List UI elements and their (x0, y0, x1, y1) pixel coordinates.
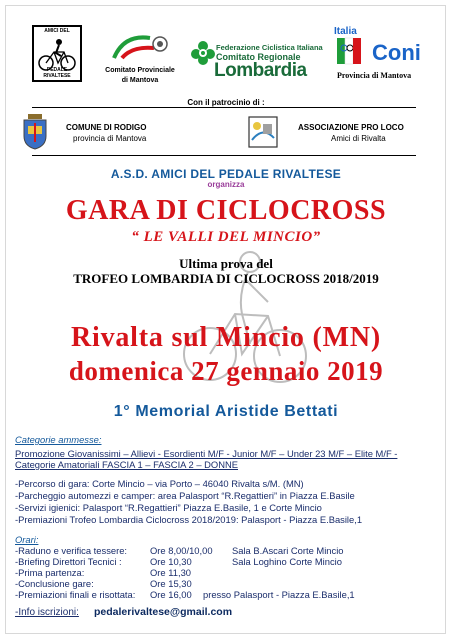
coni-provinciale-text (96, 66, 184, 86)
orari-row-time: Ore 15,30 (150, 578, 192, 589)
orari-row-time: Ore 11,30 (150, 567, 191, 578)
orari-row-label: -Premiazioni finali e risottata: (15, 589, 136, 600)
orari-row-time: Ore 8,00/10,00 (150, 545, 213, 556)
categories-line2: Categorie Amatoriali FASCIA 1 – FASCIA 2 – DONNE (15, 459, 239, 470)
contact-email-link[interactable]: pedalerivaltese@gmail.com (94, 606, 233, 618)
fci-line2: Comitato Regionale (216, 52, 301, 62)
info-servizi: -Servizi igienici: Palasport “R.Regattieri” Piazza E.Basile, 1 e Corte Mincio (15, 502, 322, 513)
categories-line1: Promozione Giovanissimi – Allievi - Esordienti M/F - Junior M/F – Under 23 M/F – Elite M/F - (15, 448, 398, 459)
organizer-name: A.S.D. AMICI DEL PEDALE RIVALTESE (110, 167, 342, 181)
coni-provinciale-line2: di Mantova (121, 77, 159, 84)
fci-flower-icon (190, 38, 216, 72)
event-subtitle: “ LE VALLI DEL MINCIO” (131, 229, 321, 245)
contact-label: -Info iscrizioni: (15, 607, 79, 618)
info-percorso: -Percorso di gara: Corte Mincio – via Porto – 46040 Rivalta s/M. (MN) (15, 478, 304, 489)
coni-italia-text: Italia (334, 26, 357, 37)
event-date: domenica 27 gennaio 2019 (68, 356, 384, 386)
orari-row-time: Ore 10,30 (150, 556, 192, 567)
coni-provincia-text: Provincia di Mantova (337, 71, 412, 80)
orari-row-place: Sala Loghino Corte Mincio (232, 556, 342, 567)
coni-provinciale-logo (110, 30, 170, 60)
amici-pedale-logo (32, 25, 82, 82)
trofeo-text: TROFEO LOMBARDIA DI CICLOCROSS 2018/2019 (73, 271, 379, 286)
info-parcheggio: -Parcheggio automezzi e camper: area Palasport “R.Regattieri” in Piazza E.Basile (15, 490, 355, 501)
patrocinio-label: Con il patrocinio di : (187, 98, 265, 107)
orari-row-place: Sala B.Ascari Corte Mincio (232, 545, 344, 556)
orari-row-label: -Prima partenza: (15, 567, 85, 578)
rodigo-crest-icon (22, 114, 48, 150)
amici-logo-bottom-text: PEDALE RIVALTESE (43, 67, 71, 79)
orari-row-label: -Briefing Direttori Tecnici : (15, 556, 122, 567)
orari-row-time: Ore 16,00 (150, 589, 192, 600)
coni-wordmark: Coni (372, 40, 421, 65)
fci-line3: Lombardia (214, 60, 307, 81)
rodigo-name: COMUNE DI RODIGO (66, 123, 147, 132)
orari-row-label: -Raduno e verifica tessere: (15, 545, 128, 556)
proloco-logo-icon (248, 116, 278, 148)
divider-top (32, 107, 416, 108)
coni-provinciale-line1: Comitato Provinciale (105, 67, 175, 74)
coni-rings-icon (335, 36, 365, 66)
orari-heading: Orari: (15, 534, 39, 545)
proloco-name: ASSOCIAZIONE PRO LOCO (298, 123, 404, 132)
event-title: GARA DI CICLOCROSS (65, 195, 387, 226)
orari-row-place: presso Palasport - Piazza E.Basile,1 (203, 589, 355, 600)
info-premiazioni: -Premiazioni Trofeo Lombardia Ciclocross 2018/2019: Palasport - Piazza E.Basile,1 (15, 514, 363, 525)
proloco-sub: Amici di Rivalta (331, 134, 386, 143)
event-place: Rivalta sul Mincio (MN) (70, 322, 382, 353)
categories-heading: Categorie ammesse: (15, 434, 102, 445)
ultima-prova-text: Ultima prova del (179, 256, 273, 271)
memorial-title: 1° Memorial Aristide Bettati (113, 403, 339, 420)
fci-line1: Federazione Ciclistica Italiana (216, 43, 323, 52)
orari-row-label: -Conclusione gare: (15, 578, 94, 589)
rodigo-sub: provincia di Mantova (73, 134, 147, 143)
amici-logo-top-text: AMICI DEL (44, 28, 70, 34)
divider-bottom (32, 155, 416, 156)
organizza-label: organizza (207, 180, 245, 189)
